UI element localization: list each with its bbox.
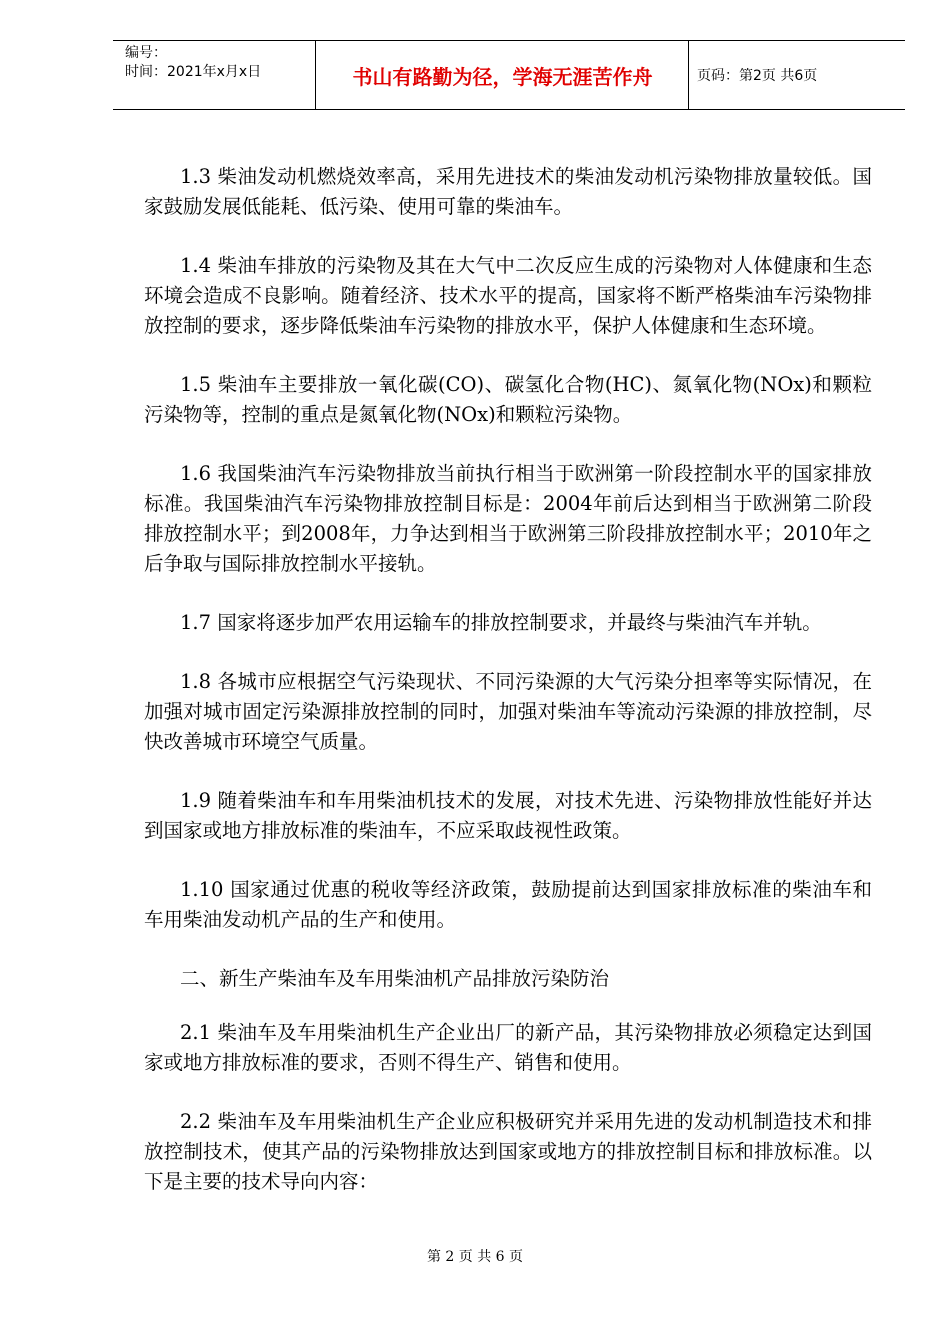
paragraph-1-4: 1.4 柴油车排放的污染物及其在大气中二次反应生成的污染物对人体健康和生态环境会造成不良影响。随着经济、技术水平的提高，国家将不断严格柴油车污染物排放控制的要求，逐步降低柴油车污染物的排放水平，保护人体健康和生态环境。 bbox=[144, 254, 872, 337]
paragraph-2-1: 2.1 柴油车及车用柴油机生产企业出厂的新产品，其污染物排放必须稳定达到国家或地方排放标准的要求，否则不得生产、销售和使用。 bbox=[144, 1021, 872, 1074]
document-number-label: 编号： bbox=[125, 45, 167, 61]
paragraph-1-6: 1.6 我国柴油汽车污染物排放当前执行相当于欧洲第一阶段控制水平的国家排放标准。我国柴油汽车污染物排放控制目标是：2004年前后达到相当于欧洲第二阶段排放控制水平；到2008年，力争达到相当于欧洲第三阶段排放控制水平；2010年之后争取与国际排放控制水平接轨。 bbox=[144, 462, 872, 575]
paragraph-2-2: 2.2 柴油车及车用柴油机生产企业应积极研究并采用先进的发动机制造技术和排放控制技术，使其产品的污染物排放达到国家或地方的排放控制目标和排放标准。以下是主要的技术导向内容： bbox=[144, 1110, 872, 1193]
page-footer: 第 2 页 共 6 页 bbox=[426, 1249, 524, 1265]
header-motto-cell bbox=[317, 41, 689, 109]
header-page-info: 页码：第2页 共6页 bbox=[697, 68, 818, 84]
document-body bbox=[144, 162, 872, 1226]
paragraph-1-5: 1.5 柴油车主要排放一氧化碳(CO)、碳氢化合物(HC)、氮氧化物(NOx)和颗粒污染物等，控制的重点是氮氧化物(NOx)和颗粒污染物。 bbox=[144, 373, 872, 426]
document-date: 时间：2021年x月x日 bbox=[125, 64, 262, 80]
header-meta bbox=[113, 41, 316, 109]
header-motto: 书山有路勤为径，学海无涯苦作舟 bbox=[352, 64, 653, 89]
paragraph-1-3: 1.3 柴油发动机燃烧效率高，采用先进技术的柴油发动机污染物排放量较低。国家鼓励发展低能耗、低污染、使用可靠的柴油车。 bbox=[144, 165, 872, 218]
section-heading-2: 二、新生产柴油车及车用柴油机产品排放污染防治 bbox=[180, 967, 610, 990]
page-header bbox=[113, 40, 905, 110]
paragraph-1-7: 1.7 国家将逐步加严农用运输车的排放控制要求，并最终与柴油汽车并轨。 bbox=[180, 611, 822, 634]
paragraph-1-9: 1.9 随着柴油车和车用柴油机技术的发展，对技术先进、污染物排放性能好并达到国家或地方排放标准的柴油车，不应采取歧视性政策。 bbox=[144, 789, 872, 842]
paragraph-1-8: 1.8 各城市应根据空气污染现状、不同污染源的大气污染分担率等实际情况，在加强对城市固定污染源排放控制的同时，加强对柴油车等流动污染源的排放控制，尽快改善城市环境空气质量。 bbox=[144, 670, 872, 753]
paragraph-1-10: 1.10 国家通过优惠的税收等经济政策，鼓励提前达到国家排放标准的柴油车和车用柴油发动机产品的生产和使用。 bbox=[144, 878, 872, 931]
